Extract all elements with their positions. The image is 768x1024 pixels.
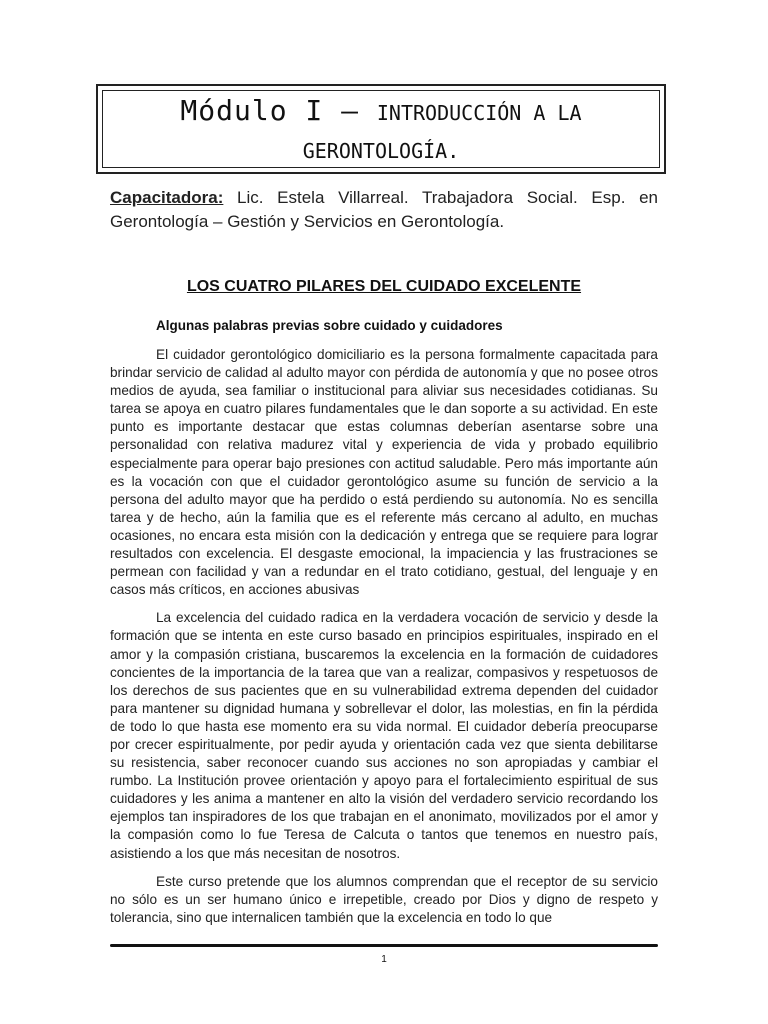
section-subtitle: Algunas palabras previas sobre cuidado y cuidadores — [156, 318, 503, 333]
module-title-prefix: Módulo I – — [180, 94, 377, 127]
page-number: 1 — [381, 954, 387, 965]
trainer-info — [110, 186, 658, 234]
module-title-rest: INTRODUCCIÓN A LA — [376, 101, 582, 125]
module-title-line-2: GERONTOLOGÍA. — [302, 139, 460, 163]
paragraph: La excelencia del cuidado radica en la verdadera vocación de servicio y desde la formación que se intenta en este curso basado en principios espirituales, inspirado en el amor y la compasión cristiana, buscaremos la excelencia en la formación de cuidadores concientes de la importancia de la tarea que van a realizar, compasivos y respetuosos de los derechos de sus pacientes que en su vulnerabilidad extrema dependen del cuidador para mantener su dignidad humana y sobrellevar el dolor, las molestias, en fin la pérdida de todo lo que hasta ese momento era su vida normal. El cuidador debería preocuparse por crecer espiritualmente, por pedir ayuda y orientación cada vez que sienta debilitarse su resistencia, saber reconocer cuando sus acciones no son apropiadas y cambiar el rumbo. La Institución provee orientación y apoyo para el fortalecimiento espiritual de sus cuidadores y les anima a mantener en alto la visión del verdadero servicio recordando los ejemplos tan inspiradores de los que trabajan en el anonimato, movilizados por el amor y la compasión como lo fue Teresa de Calcuta o tantos que tenemos en nuestro país, asistiendo a los que más necesitan de nosotros. — [110, 610, 658, 861]
module-title-box — [96, 84, 666, 174]
paragraph: Este curso pretende que los alumnos comprendan que el receptor de su servicio no sólo es un ser humano único e irrepetible, creado por Dios y digno de respeto y tolerancia, sino que internalicen también que la excelencia en todo lo que — [110, 873, 658, 925]
trainer-label: Capacitadora: — [110, 188, 224, 207]
paragraph: El cuidador gerontológico domiciliario es la persona formalmente capacitada para brindar servicio de calidad al adulto mayor con pérdida de autonomía y que no posee otros medios de ayuda, sea familiar o institucional para aliviar sus necesidades cotidianas. Su tarea se apoya en cuatro pilares fundamentales que le dan soporte a su actividad. En este punto es importante destacar que estas columnas deberían asentarse sobre una personalidad con relativa madurez vital y experiencia de vida y probado equilibrio especialmente para operar bajo presiones con actitud saludable. Pero más importante aún es la vocación con que el cuidador gerontológico asume su función de servicio a la persona del adulto mayor que ha perdido o está perdiendo su autonomía. No es sencilla tarea y de hecho, aún la familia que es el referente más cercano al adulto, en muchas ocasiones, no encara esta misión con la dedicación y entrega que se requiere para lograr resultados con excelencia. El desgaste emocional, la impaciencia y las frustraciones se permean con facilidad y van a redundar en el trato cotidiano, gestual, del lenguaje y en casos más críticos, en acciones abusivas — [110, 347, 658, 598]
body-text — [110, 346, 658, 937]
section-title: LOS CUATRO PILARES DEL CUIDADO EXCELENTE — [186, 278, 582, 295]
module-title-line-1 — [98, 94, 664, 127]
trainer-text: Lic. Estela Villarreal. Trabajadora Social. Esp. en Gerontología – Gestión y Servicios en Gerontología. — [110, 188, 658, 231]
footer-divider — [110, 944, 658, 947]
